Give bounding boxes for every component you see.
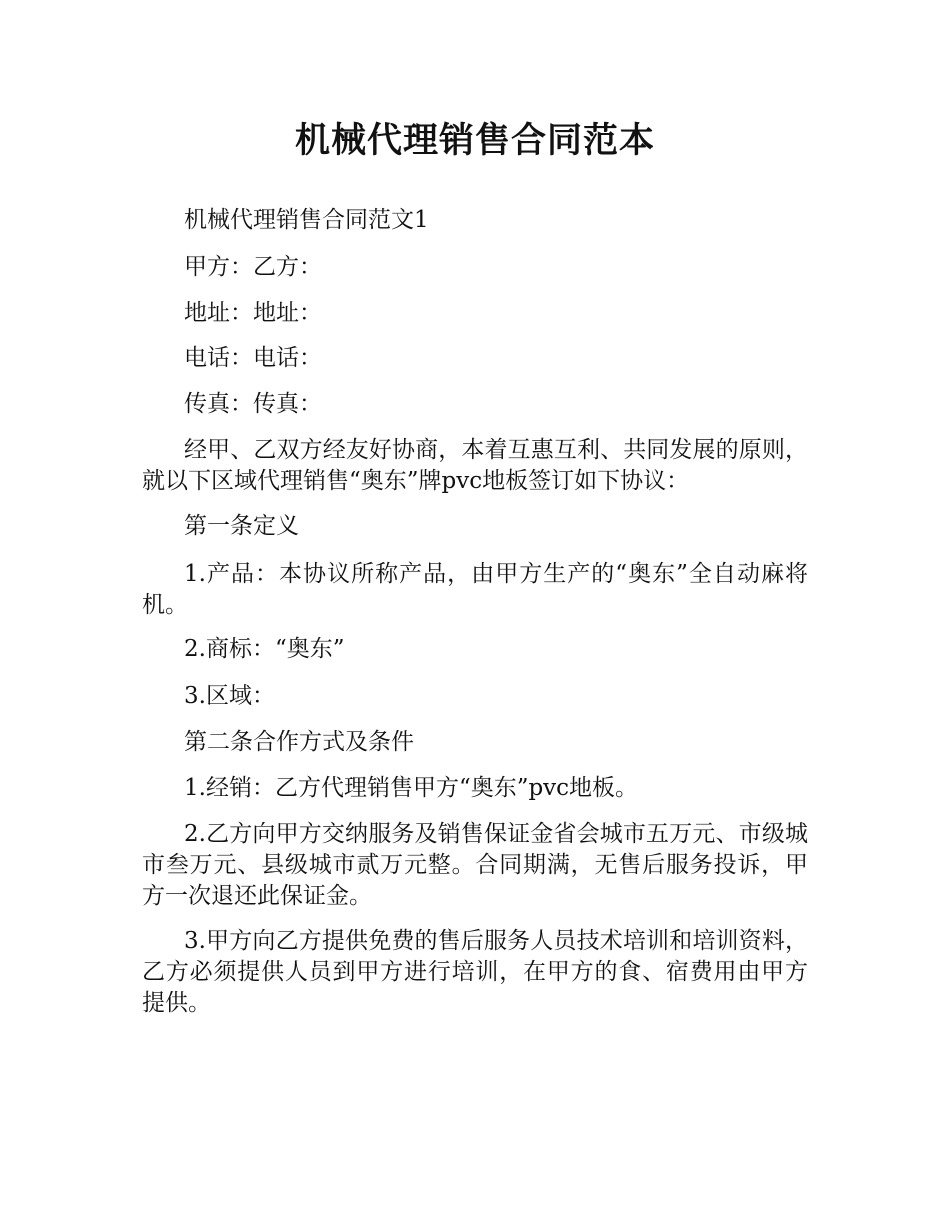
party-line: 甲方：乙方： (184, 254, 322, 280)
phone-line: 电话：电话： (184, 345, 322, 371)
article-heading: 第二条合作方式及条件 (184, 729, 414, 755)
fax-line: 传真：传真： (184, 391, 322, 417)
clause-paragraph: 2.商标：“奥东” (184, 636, 345, 662)
subtitle-paragraph: 机械代理销售合同范文1 (184, 207, 429, 233)
document-title: 机械代理销售合同范本 (294, 121, 655, 161)
clause-paragraph: 3.区域： (184, 683, 275, 709)
clause-paragraph: 2.乙方向甲方交纳服务及销售保证金省会城市五万元、市级城市叁万元、县级城市贰万元整。合同期满，无售后服务投诉，甲方一次退还此保证金。 (142, 821, 808, 909)
preamble-paragraph: 经甲、乙双方经友好协商，本着互惠互利、共同发展的原则，就以下区域代理销售“奥东”牌pvc地板签订如下协议： (142, 437, 808, 494)
clause-paragraph: 1.经销：乙方代理销售甲方“奥东”pvc地板。 (184, 775, 639, 801)
article-heading: 第一条定义 (184, 513, 299, 539)
address-line: 地址：地址： (184, 300, 322, 326)
clause-paragraph: 3.甲方向乙方提供免费的售后服务人员技术培训和培训资料，乙方必须提供人员到甲方进行培训，在甲方的食、宿费用由甲方提供。 (142, 928, 808, 1016)
clause-paragraph: 1.产品：本协议所称产品，由甲方生产的“奥东”全自动麻将机。 (142, 561, 808, 618)
